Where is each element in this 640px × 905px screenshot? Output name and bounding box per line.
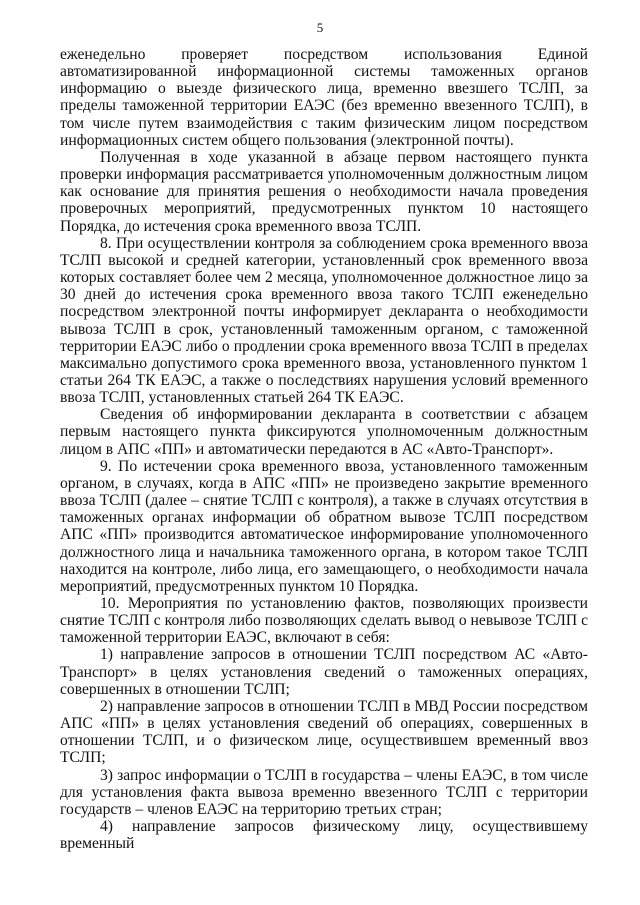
paragraph-item-10: 10. Мероприятия по установлению фактов, позволяющих произвести снятие ТСЛП с контроля либо позволяющих сделать вывод о невывозе ТСЛП с таможенной территории ЕАЭС, включают в себя: xyxy=(60,595,588,647)
list-item-4: 4) направление запросов физическому лицу, осуществившему временный xyxy=(60,818,588,853)
paragraph-continuation: еженедельно проверяет посредством использования Единой автоматизированной информационной системы таможенных органов информацию о выезде физического лица, временно ввезшего ТСЛП, за пределы таможенной территории ЕАЭС (без временно ввезенного ТСЛП), в том числе путем взаимодействия с таким физическим лицом посредством информационных систем общего пользования (электронной почты). xyxy=(60,46,588,149)
paragraph-notification-record: Сведения об информировании декларанта в соответствии с абзацем первым настоящего пункта фиксируются уполномоченным должностным лицом в АПС «ПП» и автоматически передаются в АС «Авто-Транспорт». xyxy=(60,406,588,458)
paragraph-item-8: 8. При осуществлении контроля за соблюдением срока временного ввоза ТСЛП высокой и средней категории, установленный срок временного ввоза которых составляет более чем 2 месяца, уполномоченное должностное лицо за 30 дней до истечения срока временного ввоза такого ТСЛП еженедельно посредством электронной почты информирует декларанта о необходимости вывоза ТСЛП в срок, установленный таможенным органом, с таможенной территории ЕАЭС либо о продлении срока временного ввоза ТСЛП в пределах максимально допустимого срока временного ввоза, установленного пунктом 1 статьи 264 ТК ЕАЭС, а также о последствиях нарушения условий временного ввоза ТСЛП, установленных статьей 264 ТК ЕАЭС. xyxy=(60,234,588,407)
document-body xyxy=(60,46,588,852)
paragraph-check-information: Полученная в ходе указанной в абзаце первом настоящего пункта проверки информация рассматривается уполномоченным должностным лицом как основание для принятия решения о необходимости начала проведения проверочных мероприятий, предусмотренных пунктом 10 настоящего Порядка, до истечения срока временного ввоза ТСЛП. xyxy=(60,148,588,235)
list-item-3: 3) запрос информации о ТСЛП в государства – члены ЕАЭС, в том числе для установления факта вывоза временно ввезенного ТСЛП с территории государств – членов ЕАЭС на территорию третьих стран; xyxy=(60,766,588,818)
list-item-2: 2) направление запросов в отношении ТСЛП в МВД России посредством АПС «ПП» в целях установления сведений об операциях, совершенных в отношении ТСЛП, и о физическом лице, осуществившем временный ввоз ТСЛП; xyxy=(60,697,588,767)
page-number: 5 xyxy=(316,20,324,35)
list-item-1: 1) направление запросов в отношении ТСЛП посредством АС «Авто-Транспорт» в целях установления сведений о таможенных операциях, совершенных в отношении ТСЛП; xyxy=(60,646,588,698)
paragraph-item-9: 9. По истечении срока временного ввоза, установленного таможенным органом, в случаях, когда в АПС «ПП» не произведено закрытие временного ввоза ТСЛП (далее – снятие ТСЛП с контроля), а также в случаях отсутствия в таможенных органах информации об обратном вывозе ТСЛП посредством АПС «ПП» производится автоматическое информирование уполномоченного должностного лица и начальника таможенного органа, в котором такое ТСЛП находится на контроле, либо лица, его замещающего, о необходимости начала мероприятий, предусмотренных пунктом 10 Порядка. xyxy=(60,457,588,595)
